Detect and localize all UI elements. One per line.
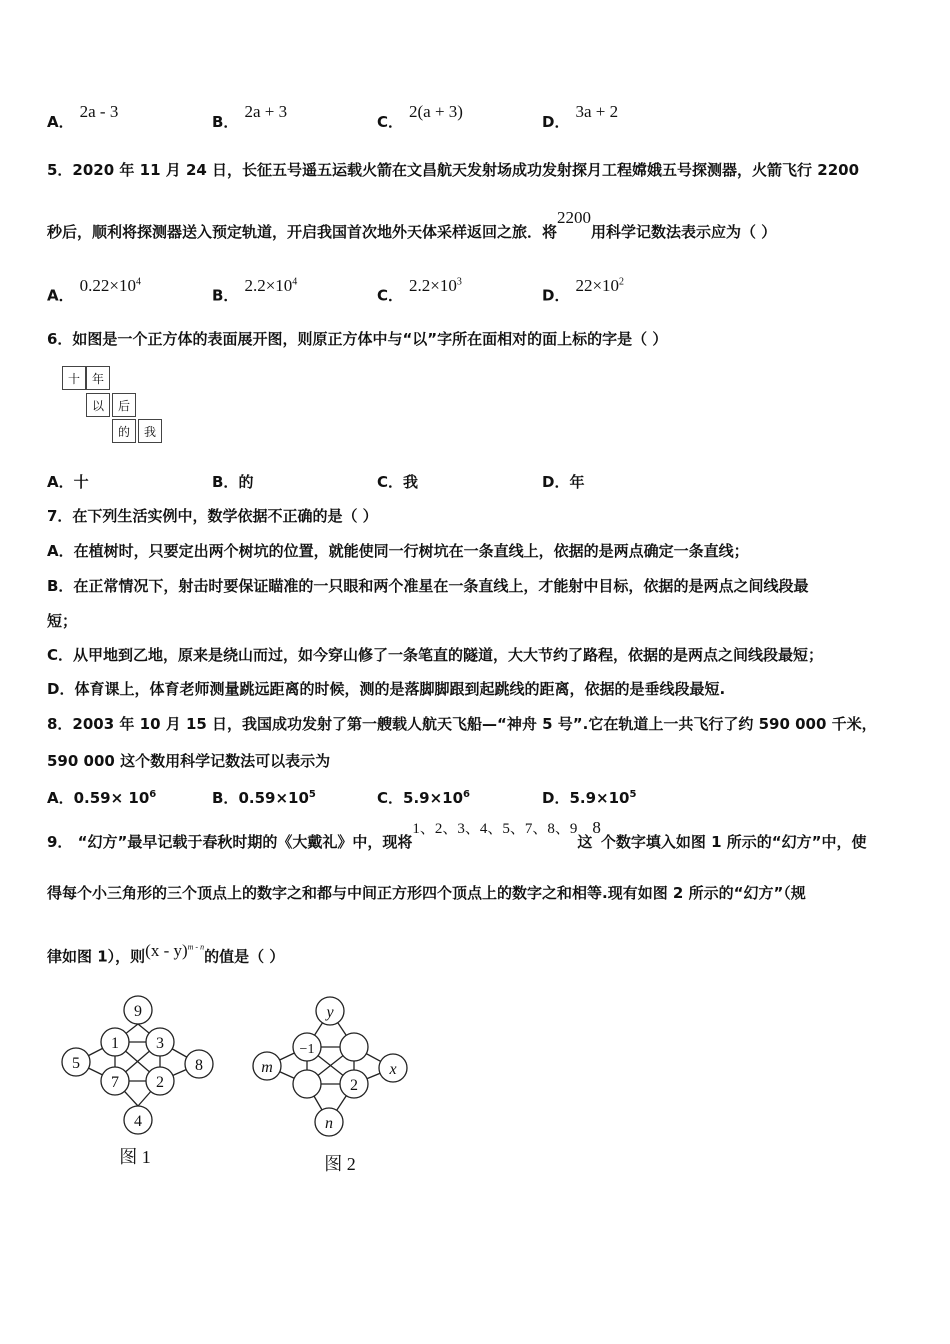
fig2-node-top: y (326, 1004, 334, 1021)
q5-option-a: A．$0.22\times 10^4$ (47, 275, 141, 305)
q8-option-a: A．$0.59\times 10^6$ (47, 789, 157, 807)
q4-option-a: A．2a - 3 (47, 102, 119, 131)
q7-option-b-cont: 短； (47, 612, 78, 630)
fig2-caption: 图 2 (324, 1154, 356, 1174)
q6-stem: 6．如图是一个正方体的表面展开图，则原正方体中与“以”字所在面相对的面上标的字是（ ） (47, 330, 668, 348)
magic-square-figure-2 (245, 995, 420, 1180)
q7-option-b: B．在正常情况下，射击时要保证瞄准的一只眼和两个准星在一条直线上，才能射中目标，依据的是两点之间线段最 (47, 577, 809, 595)
q8-option-d: D．$5.9\times 10^5$ (542, 789, 637, 807)
q8-option-b: B．$0.59\times 10^5$ (212, 789, 316, 807)
q6-option-d: D．年 (542, 473, 585, 491)
q8-line-2: 590 000 这个数用科学记数法可以表示为 (47, 752, 331, 770)
fig1-node-left: 5 (72, 1055, 80, 1072)
fig1-node-right: 8 (195, 1057, 203, 1074)
fig2-node-br: 2 (350, 1077, 358, 1094)
q6-option-b: B．的 (212, 473, 254, 491)
magic-square-figure-1 (55, 995, 225, 1175)
q8-line-1: 8．2003 年 10 月 15 日，我国成功发射了第一艘载人航天飞船—“神舟 5 号”.它在轨道上一共飞行了约 590 000 千米， (47, 715, 877, 733)
net-cell: 年 (86, 366, 110, 390)
net-cell: 后 (112, 393, 136, 417)
fig2-node-bottom: n (325, 1115, 333, 1132)
fig1-node-tl: 1 (111, 1035, 119, 1052)
fig1-node-bottom: 4 (134, 1113, 142, 1130)
q7-option-c: C．从甲地到乙地，原来是绕山而过，如今穿山修了一条笔直的隧道，大大节约了路程，依据的是两点之间线段最短； (47, 646, 824, 664)
fig1-node-br: 2 (156, 1074, 164, 1091)
q8-option-c: C．$5.9\times 10^6$ (377, 789, 470, 807)
q5-line-2: 秒后，顺利将探测器送入预定轨道，开启我国首次地外天体采样返回之旅．将2200用科学记数法表示应为（ ） (47, 208, 777, 241)
fig2-node-right: x (389, 1061, 397, 1078)
fig1-node-tr: 3 (156, 1035, 164, 1052)
q9-line-2: 得每个小三角形的三个顶点上的数字之和都与中间正方形四个顶点上的数字之和相等.现有如图 2 所示的“幻方”（规 (47, 884, 806, 902)
fig1-node-top: 9 (134, 1003, 142, 1020)
net-cell: 我 (138, 419, 162, 443)
q5-option-c: C．$2.2\times 10^3$ (377, 275, 462, 305)
net-cell: 以 (86, 393, 110, 417)
q4-option-c: C．2(a + 3) (377, 102, 463, 131)
q5-option-d: D．$22\times 10^2$ (542, 275, 625, 305)
q5-option-b: B．$2.2\times 10^4$ (212, 275, 298, 305)
q6-option-a: A．十 (47, 473, 89, 491)
q7-option-a: A．在植树时，只要定出两个树坑的位置，就能使同一行树坑在一条直线上，依据的是两点确定一条直线； (47, 542, 749, 560)
fig1-caption: 图 1 (119, 1147, 151, 1167)
q7-stem: 7．在下列生活实例中，数学依据不正确的是（ ） (47, 507, 378, 525)
q5-line-1: 5．2020 年 11 月 24 日，长征五号遥五运载火箭在文昌航天发射场成功发射探月工程嫦娥五号探测器，火箭飞行 2200 (47, 161, 860, 179)
fig2-node-left: m (261, 1059, 273, 1076)
q7-option-d: D．体育课上，体育老师测量跳远距离的时候，测的是落脚脚跟到起跳线的距离，依据的是垂线段最短. (47, 680, 726, 698)
net-cell: 的 (112, 419, 136, 443)
q9-line-1: 9． “幻方”最早记载于春秋时期的《大戴礼》中，现将1、2、3、4、5、7、8、9这8个数字填入如图 1 所示的“幻方”中，使 (47, 818, 867, 851)
q9-line-3: 律如图 1），则(x - y)$^{m - n}$的值是（ ） (47, 940, 285, 966)
q4-option-d: D．3a + 2 (542, 102, 619, 131)
fig1-node-bl: 7 (111, 1074, 119, 1091)
q6-option-c: C．我 (377, 473, 419, 491)
fig2-node-tl: −1 (299, 1042, 315, 1057)
q4-option-b: B．2a + 3 (212, 102, 288, 131)
net-cell: 十 (62, 366, 86, 390)
